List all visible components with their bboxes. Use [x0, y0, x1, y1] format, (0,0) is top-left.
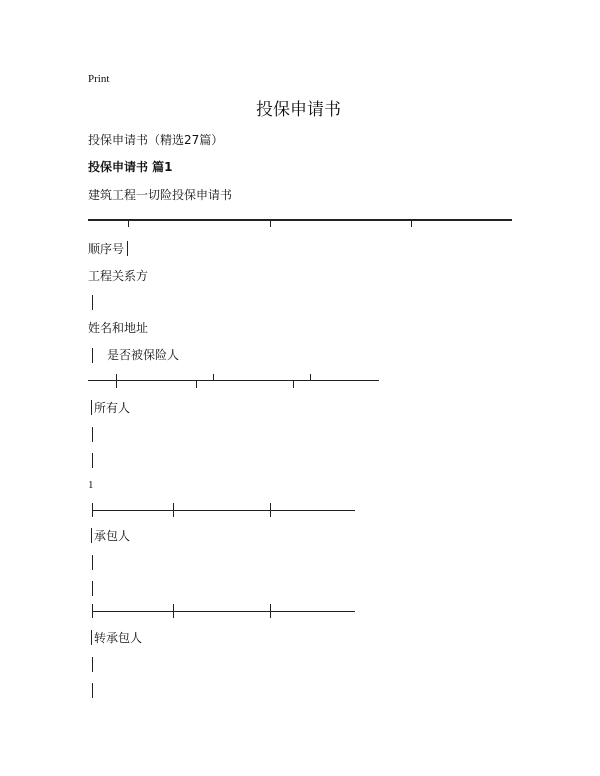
document-subtitle: 投保申请书（精选27篇） [88, 133, 224, 147]
cell-divider [92, 657, 93, 672]
serial-number-label: 顺序号 [88, 242, 125, 256]
is-insured-label: 是否被保险人 [107, 348, 180, 362]
cell-divider [92, 581, 93, 596]
cell-divider [91, 630, 92, 645]
cell-divider [92, 348, 93, 363]
subcontractor-label: 转承包人 [94, 631, 143, 645]
print-label: Print [88, 73, 110, 85]
contractor-label: 承包人 [94, 529, 131, 543]
name-address-label: 姓名和地址 [88, 321, 149, 335]
cell-divider [127, 241, 128, 256]
cell-divider [92, 555, 93, 570]
cell-divider [92, 453, 93, 468]
cell-divider [92, 295, 93, 310]
cell-divider [91, 528, 92, 543]
page-title: 投保申请书 [256, 100, 341, 120]
cell-divider [92, 427, 93, 442]
cell-divider [91, 400, 92, 415]
page-number: 1 [88, 479, 94, 491]
cell-divider [92, 683, 93, 698]
section-heading: 投保申请书 篇1 [88, 160, 173, 174]
parties-label: 工程关系方 [88, 269, 149, 283]
owner-label: 所有人 [94, 401, 131, 415]
form-title: 建筑工程一切险投保申请书 [88, 188, 233, 202]
